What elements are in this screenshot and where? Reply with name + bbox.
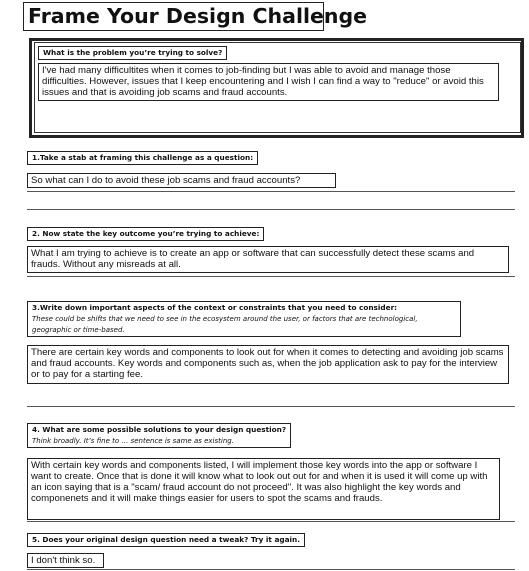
problem-question-label: What is the problem you’re trying to solve? xyxy=(38,46,227,60)
q4-answer-field[interactable]: With certain key words and components listed, I will implement those key words into the app or software I want to create. Once that is done it will know what to look out out for and when it is used it will come up with an icon saying that is a "scam/ fraud account do not proceed". It was also highlight the key words and componenets and it will make things easier for users to spot the scams and frauds. xyxy=(27,458,500,520)
q3-question-label xyxy=(27,301,461,337)
q4-question-text: 4. What are some possible solutions to your design question? xyxy=(32,425,287,434)
q3-hint-text: These could be shifts that we need to see in the ecosystem around the user, or factors that are technological, geographic or time-based. xyxy=(32,315,418,334)
q5-answer-line xyxy=(27,569,515,570)
q1-answer-field[interactable]: So what can I do to avoid these job scams and fraud accounts? xyxy=(27,173,336,188)
q2-question-label: 2. Now state the key outcome you’re trying to achieve: xyxy=(27,227,264,241)
q4-question-label xyxy=(27,423,291,448)
q3-answer-field[interactable]: There are certain key words and components to look out for when it comes to detecting and avoiding job scams and fraud accounts. Key words and components such as, when the job application ask to pay for the interview or to pay for a starting fee. xyxy=(27,345,509,384)
q2-answer-field[interactable]: What I am trying to achieve is to create an app or software that can successfully detect these scams and frauds. Without any misreads at all. xyxy=(27,246,509,273)
q4-answer-line xyxy=(27,521,515,522)
q5-question-label: 5. Does your original design question need a tweak? Try it again. xyxy=(27,533,305,547)
q3-question-text: 3.Write down important aspects of the context or constraints that you need to consider: xyxy=(32,303,398,312)
q4-hint-text: Think broadly. It’s fine to … sentence is same as existing. xyxy=(32,437,234,445)
q2-answer-line xyxy=(27,276,515,277)
problem-answer-field[interactable]: I've had many difficultites when it comes to job-finding but I was able to avoid and manage those difficulties. However, issues that I keep encountering and I wish I can find a way to "reduce" or avoid this issues and that is avoiding job scams and fraud accounts. xyxy=(38,63,499,101)
q1-extra-line xyxy=(27,209,515,210)
q1-question-label: 1.Take a stab at framing this challenge as a question: xyxy=(27,151,258,165)
q3-answer-line xyxy=(27,406,515,407)
q1-answer-line xyxy=(27,191,515,192)
q5-answer-field[interactable]: I don't think so. xyxy=(27,553,104,568)
page-title: Frame Your Design Challenge xyxy=(23,2,324,31)
